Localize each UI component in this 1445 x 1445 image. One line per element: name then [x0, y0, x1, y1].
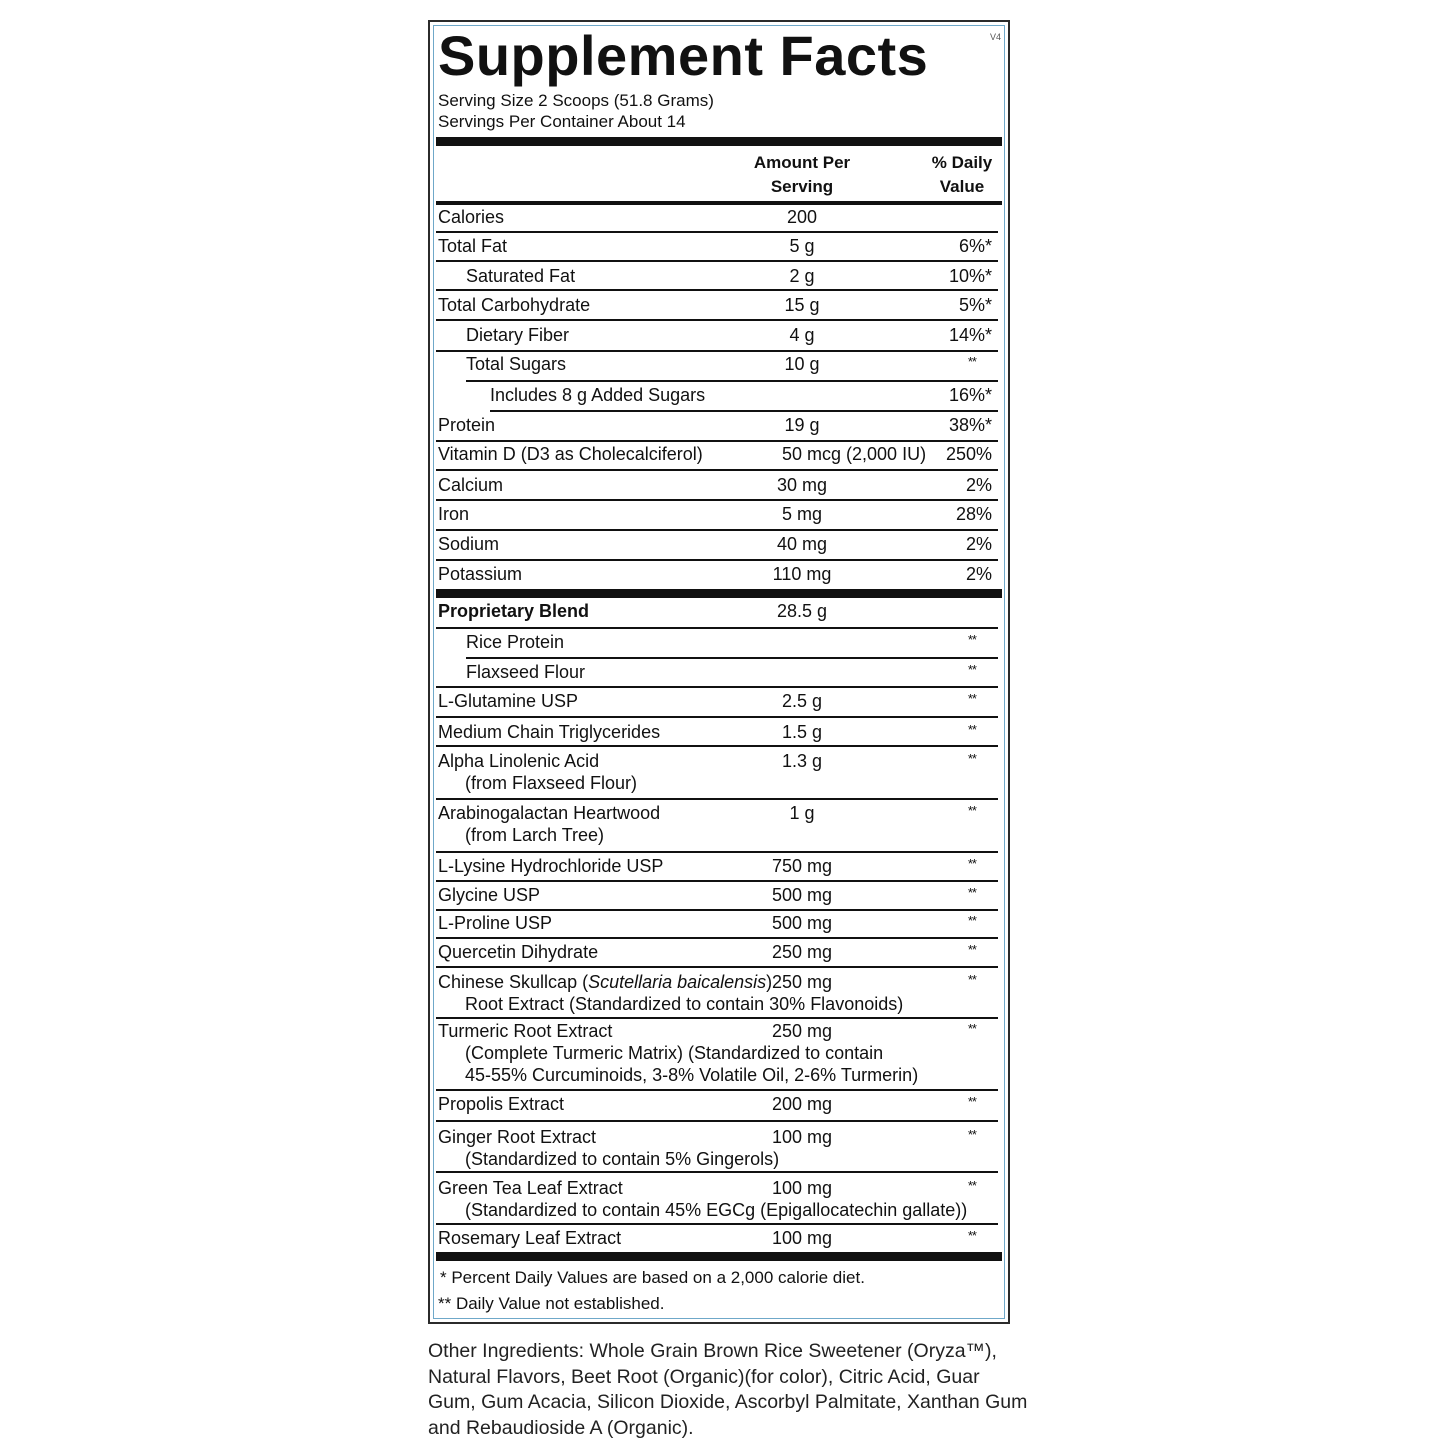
header-amount-line1: Amount Per — [753, 153, 851, 172]
header-divider — [436, 201, 1002, 205]
daily-value: 250% — [945, 444, 992, 464]
amount-per-serving: 200 — [786, 207, 818, 227]
row-divider — [436, 851, 998, 853]
thick-divider-top — [436, 137, 1002, 146]
daily-value: ** — [967, 722, 976, 737]
daily-value: ** — [967, 751, 976, 766]
ingredient-name: Dietary Fiber — [466, 325, 570, 345]
footnote-not-established: ** Daily Value not established. — [438, 1294, 665, 1313]
row-divider — [436, 798, 998, 800]
amount-per-serving: 10 g — [784, 354, 820, 374]
ingredient-name: Calcium — [438, 475, 504, 495]
ingredient-name: Total Fat — [438, 236, 508, 256]
ingredient-subtext: (Standardized to contain 5% Gingerols) — [465, 1149, 780, 1169]
ingredient-name: Propolis Extract — [438, 1094, 565, 1114]
amount-per-serving: 200 mg — [771, 1094, 833, 1114]
amount-per-serving: 1 g — [789, 803, 815, 823]
row-divider — [466, 380, 998, 382]
daily-value: ** — [967, 885, 976, 900]
daily-value: ** — [967, 1178, 976, 1193]
row-divider — [436, 1171, 998, 1173]
panel-title: Supplement Facts — [438, 24, 929, 87]
thick-divider-middle — [436, 589, 1002, 598]
row-divider — [490, 410, 998, 412]
daily-value: ** — [967, 632, 976, 647]
amount-per-serving: 750 mg — [771, 856, 833, 876]
ingredient-name: L-Proline USP — [438, 913, 553, 933]
amount-per-serving: 5 mg — [781, 504, 823, 524]
daily-value: 10%* — [948, 266, 992, 286]
row-divider — [436, 289, 998, 291]
header-dv-line1: % Daily — [931, 153, 993, 172]
ingredient-name: Potassium — [438, 564, 523, 584]
ingredient-name-italic: Scutellaria baicalensis — [588, 972, 767, 992]
ingredient-name: Total Carbohydrate — [438, 295, 591, 315]
ingredient-name: Protein — [438, 415, 496, 435]
header-amount-line2: Serving — [770, 177, 834, 196]
ingredient-name: Glycine USP — [438, 885, 541, 905]
daily-value: 2% — [965, 564, 992, 584]
daily-value: 2% — [965, 475, 992, 495]
header-dv-line2: Value — [939, 177, 985, 196]
daily-value: ** — [967, 1094, 976, 1109]
row-divider — [436, 529, 998, 531]
ingredient-name: Includes 8 g Added Sugars — [490, 385, 706, 405]
row-divider — [436, 260, 998, 262]
daily-value: 16%* — [948, 385, 992, 405]
amount-per-serving: 500 mg — [771, 913, 833, 933]
row-divider — [436, 1017, 998, 1019]
amount-per-serving: 250 mg — [771, 1021, 833, 1041]
row-divider — [466, 657, 998, 659]
amount-per-serving: 1.3 g — [781, 751, 823, 771]
row-divider — [436, 880, 998, 882]
ingredient-name: Turmeric Root Extract — [438, 1021, 613, 1041]
amount-per-serving: 50 mcg (2,000 IU) — [782, 444, 927, 464]
daily-value: ** — [967, 942, 976, 957]
ingredient-name: Green Tea Leaf Extract — [438, 1178, 623, 1198]
daily-value: ** — [967, 856, 976, 871]
row-divider — [436, 1089, 998, 1091]
ingredient-name: Sodium — [438, 534, 500, 554]
row-divider — [436, 559, 998, 561]
amount-per-serving: 100 mg — [771, 1178, 833, 1198]
daily-value: ** — [967, 691, 976, 706]
row-divider — [436, 499, 998, 501]
row-divider — [436, 440, 998, 442]
row-divider — [436, 627, 998, 629]
amount-per-serving: 1.5 g — [781, 722, 823, 742]
daily-value: ** — [967, 1127, 976, 1142]
ingredient-name — [438, 971, 772, 993]
row-divider — [436, 469, 998, 471]
amount-per-serving: 5 g — [789, 236, 815, 256]
daily-value: ** — [967, 1021, 976, 1036]
ingredient-subtext: (from Flaxseed Flour) — [465, 773, 638, 793]
ingredient-name: Rice Protein — [466, 632, 565, 652]
daily-value: 28% — [955, 504, 992, 524]
row-divider — [436, 350, 998, 352]
row-divider — [436, 745, 998, 747]
amount-per-serving: 100 mg — [771, 1127, 833, 1147]
daily-value: 14%* — [948, 325, 992, 345]
row-divider — [436, 937, 998, 939]
header-amount — [742, 151, 862, 199]
row-divider — [436, 319, 998, 321]
row-divider — [436, 231, 998, 233]
ingredient-name: Arabinogalactan Heartwood — [438, 803, 661, 823]
row-divider — [436, 1120, 998, 1122]
amount-per-serving: 100 mg — [771, 1228, 833, 1248]
daily-value: 2% — [965, 534, 992, 554]
ingredient-name: L-Lysine Hydrochloride USP — [438, 856, 664, 876]
ingredient-name: Vitamin D (D3 as Cholecalciferol) — [438, 444, 703, 464]
ingredient-name: L-Glutamine USP — [438, 691, 579, 711]
ingredient-name: Medium Chain Triglycerides — [438, 722, 661, 742]
header-daily-value — [918, 151, 1006, 199]
row-divider — [436, 909, 998, 911]
ingredient-name: Flaxseed Flour — [466, 662, 586, 682]
ingredient-name: Saturated Fat — [466, 266, 576, 286]
daily-value: ** — [967, 1228, 976, 1243]
amount-per-serving: 500 mg — [771, 885, 833, 905]
amount-per-serving: 250 mg — [771, 942, 833, 962]
amount-per-serving: 2 g — [789, 266, 815, 286]
blend-name: Proprietary Blend — [438, 601, 590, 621]
daily-value: 5%* — [958, 295, 992, 315]
daily-value: ** — [967, 803, 976, 818]
amount-per-serving: 40 mg — [776, 534, 828, 554]
amount-per-serving: 30 mg — [776, 475, 828, 495]
daily-value: ** — [967, 913, 976, 928]
daily-value: 6%* — [958, 236, 992, 256]
ingredient-name: Quercetin Dihydrate — [438, 942, 599, 962]
ingredient-name: Calories — [438, 207, 505, 227]
amount-per-serving: 19 g — [784, 415, 820, 435]
row-divider — [436, 716, 998, 718]
ingredient-name: Rosemary Leaf Extract — [438, 1228, 622, 1248]
daily-value: ** — [967, 662, 976, 677]
ingredient-name: Iron — [438, 504, 470, 524]
other-ingredients: Other Ingredients: Whole Grain Brown Rice Sweetener (Oryza™), Natural Flavors, Beet Root (Organic)(for color), Citric Acid, Guar Gum, Gum Acacia, Silicon Dioxide, Ascorbyl Palmitate, Xanthan Gum and Rebaudioside A (Organic). — [428, 1340, 1028, 1439]
amount-per-serving: 250 mg — [771, 972, 833, 992]
amount-per-serving: 110 mg — [772, 564, 832, 584]
serving-size: Serving Size 2 Scoops (51.8 Grams) — [438, 91, 714, 110]
amount-per-serving: 4 g — [789, 325, 815, 345]
row-divider — [436, 966, 998, 968]
ingredient-subtext: (Standardized to contain 45% EGCg (Epigallocatechin gallate)) — [465, 1200, 968, 1220]
daily-value: ** — [967, 354, 976, 369]
ingredient-name: Total Sugars — [466, 354, 567, 374]
version-mark: V4 — [990, 32, 1002, 42]
footnote-percent: * Percent Daily Values are based on a 2,000 calorie diet. — [440, 1268, 865, 1287]
amount-per-serving: 15 g — [784, 295, 820, 315]
row-divider — [436, 686, 998, 688]
ingredient-subtext: (Complete Turmeric Matrix) (Standardized to contain — [465, 1043, 884, 1063]
ingredient-name-prefix: Chinese Skullcap ( — [438, 972, 589, 992]
ingredient-name-suffix: ) — [766, 972, 773, 992]
amount-per-serving: 28.5 g — [776, 601, 828, 621]
daily-value: ** — [967, 972, 976, 987]
ingredient-subtext-2: 45-55% Curcuminoids, 3-8% Volatile Oil, 2-6% Turmerin) — [465, 1065, 919, 1085]
thick-divider-bottom — [436, 1252, 1002, 1261]
ingredient-name: Alpha Linolenic Acid — [438, 751, 600, 771]
ingredient-name: Ginger Root Extract — [438, 1127, 597, 1147]
daily-value: 38%* — [948, 415, 992, 435]
amount-per-serving: 2.5 g — [781, 691, 823, 711]
ingredient-subtext: (from Larch Tree) — [465, 825, 605, 845]
ingredient-subtext: Root Extract (Standardized to contain 30% Flavonoids) — [465, 994, 904, 1014]
servings-per-container: Servings Per Container About 14 — [438, 112, 686, 131]
row-divider — [436, 1223, 998, 1225]
